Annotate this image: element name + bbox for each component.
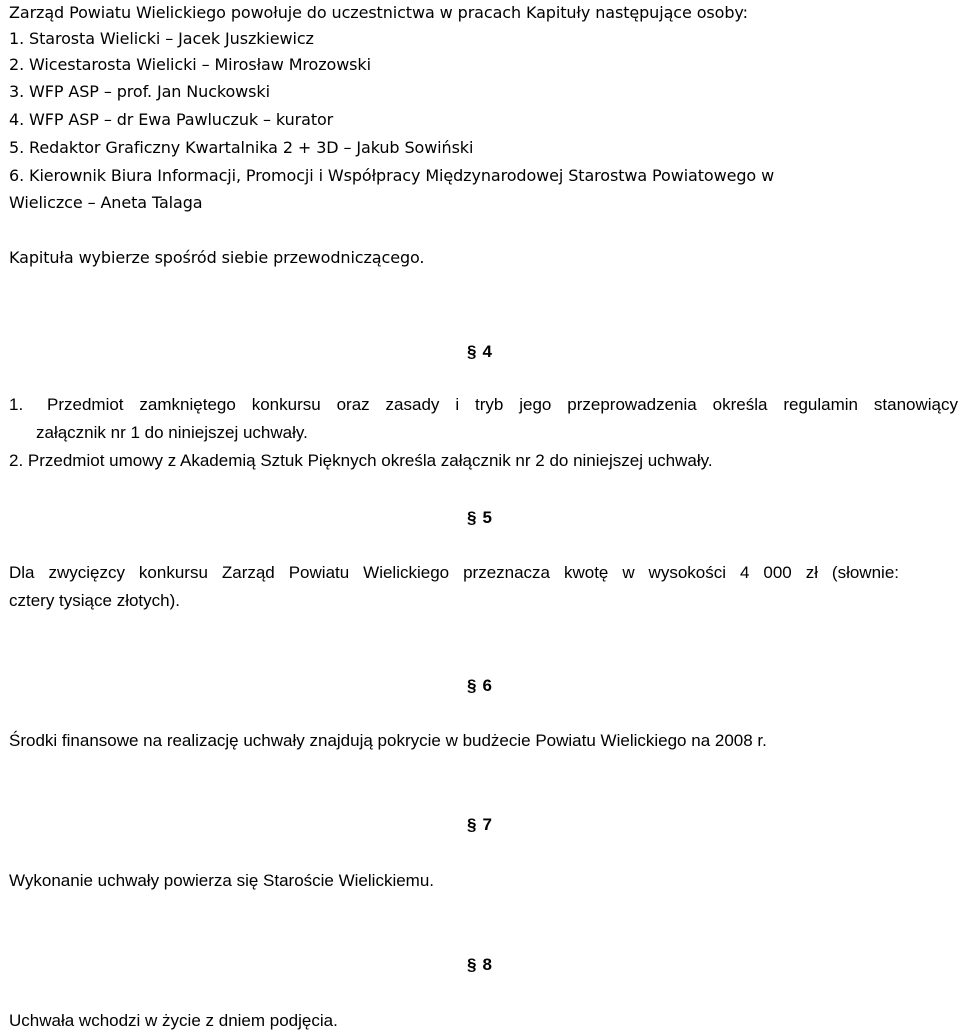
s5-line-1: Dla zwycięzcy konkursu Zarząd Powiatu Wielickiego przeznacza kwotę w wysokości 4 000 zł (słownie:	[9, 563, 899, 582]
chair-note: Kapituła wybierze spośród siebie przewodniczącego.	[9, 248, 425, 267]
section-number: 5	[482, 508, 492, 527]
section-sign: §	[467, 508, 477, 527]
s4-item-1-line-2: załącznik nr 1 do niniejszej uchwały.	[36, 423, 308, 442]
s6-text: Środki finansowe na realizację uchwały znajdują pokrycie w budżecie Powiatu Wielickiego na 2008 r.	[9, 731, 767, 750]
section-number: 4	[482, 342, 492, 361]
section-number: 7	[482, 815, 492, 834]
section-7-heading	[467, 815, 492, 835]
s7-text: Wykonanie uchwały powierza się Staroście Wielickiemu.	[9, 871, 435, 890]
member-5: 5. Redaktor Graficzny Kwartalnika 2 + 3D – Jakub Sowiński	[9, 138, 474, 157]
section-number: 6	[482, 676, 492, 695]
section-5-heading	[467, 508, 492, 528]
section-sign: §	[467, 815, 477, 834]
member-3: 3. WFP ASP – prof. Jan Nuckowski	[9, 82, 270, 101]
section-sign: §	[467, 955, 477, 974]
s4-item-1-line-1: Przedmiot zamkniętego konkursu oraz zasady i tryb jego przeprowadzenia określa regulamin stanowiący	[47, 395, 958, 414]
s4-item-2: 2. Przedmiot umowy z Akademią Sztuk Pięknych określa załącznik nr 2 do niniejszej uchwały.	[9, 451, 713, 470]
s8-text: Uchwała wchodzi w życie z dniem podjęcia.	[9, 1011, 338, 1030]
section-6-heading	[467, 676, 492, 696]
section-sign: §	[467, 342, 477, 361]
s5-line-2: cztery tysiące złotych).	[9, 591, 180, 610]
intro-heading: Zarząd Powiatu Wielickiego powołuje do uczestnictwa w pracach Kapituły następujące osoby:	[9, 3, 748, 22]
section-4-heading	[467, 342, 492, 362]
member-1: 1. Starosta Wielicki – Jacek Juszkiewicz	[9, 29, 314, 48]
section-8-heading	[467, 955, 492, 975]
member-6: 6. Kierownik Biura Informacji, Promocji i Współpracy Międzynarodowej Starostwa Powiatowego w	[9, 166, 775, 185]
member-2: 2. Wicestarosta Wielicki – Mirosław Mrozowski	[9, 55, 371, 74]
member-4: 4. WFP ASP – dr Ewa Pawluczuk – kurator	[9, 110, 334, 129]
s4-item-1-number: 1.	[9, 395, 24, 414]
member-6-continuation: Wieliczce – Aneta Talaga	[9, 193, 203, 212]
section-sign: §	[467, 676, 477, 695]
section-number: 8	[482, 955, 492, 974]
